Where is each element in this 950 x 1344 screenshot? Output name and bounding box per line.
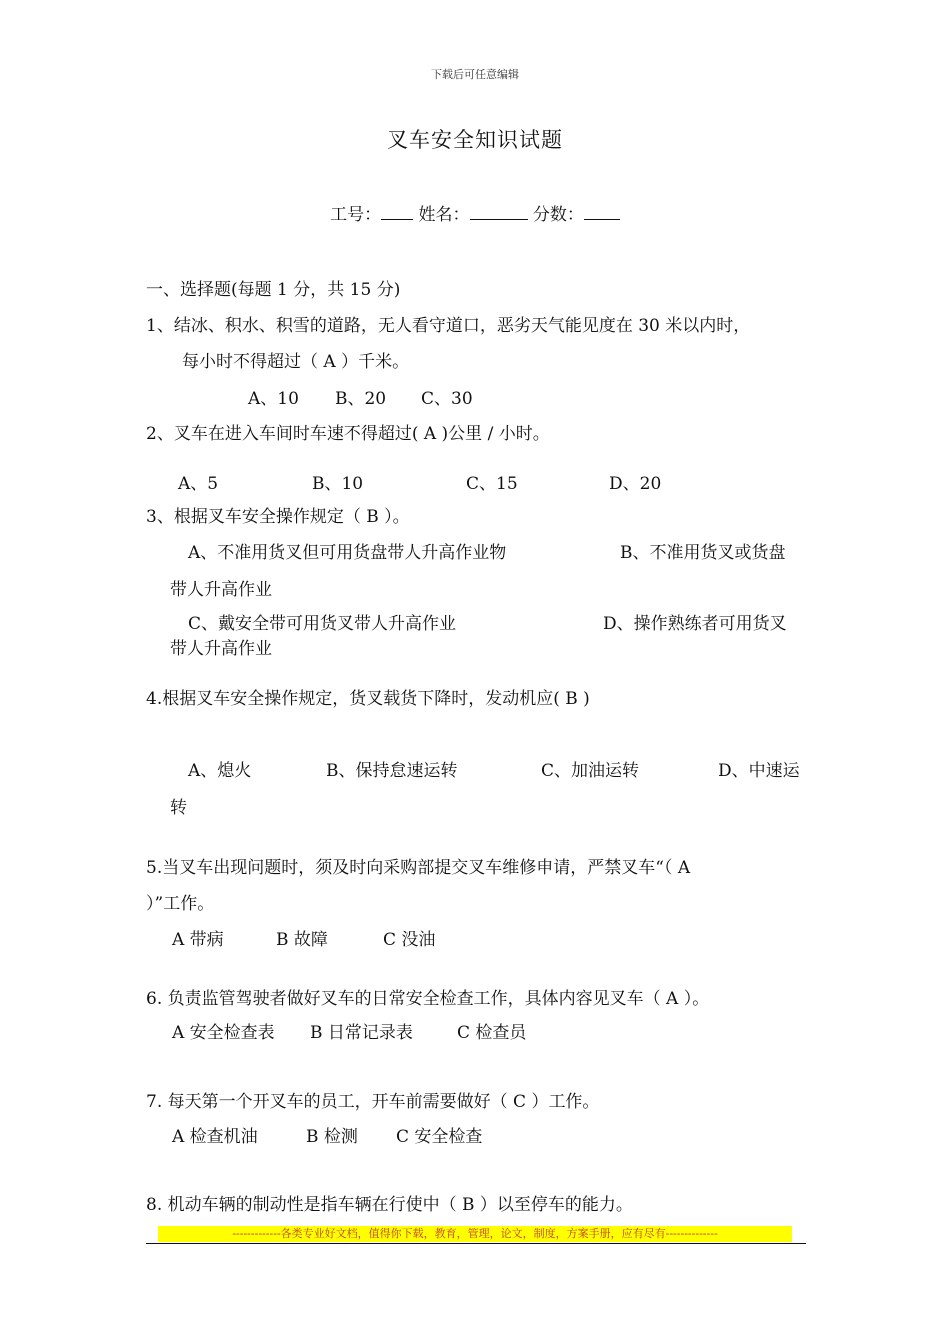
footer-banner: -------------各类专业好文档，值得你下载，教育，管理，论文，制度，方案手册，应有尽有--------------: [158, 1226, 792, 1242]
question-3-option-b-cont: 带人升高作业: [170, 580, 272, 600]
document-title: 叉车安全知识试题: [387, 128, 563, 152]
header-note: 下载后可任意编辑: [431, 68, 519, 81]
question-6-option-b: B 日常记录表: [310, 1023, 413, 1043]
question-5-line2: ）”工作。: [146, 894, 215, 914]
question-6-line1: 6. 负责监管驾驶者做好叉车的日常安全检查工作，具体内容见叉车（ A ）。: [146, 989, 710, 1009]
question-7-line1: 7. 每天第一个开叉车的员工，开车前需要做好（ C ）工作。: [146, 1092, 600, 1112]
question-2-option-c: C、15: [466, 474, 518, 494]
question-2-option-b: B、10: [312, 474, 364, 494]
name-label: 姓名：: [418, 205, 470, 225]
question-5-line1: 5.当叉车出现问题时，须及时向采购部提交叉车维修申请，严禁叉车“（ A: [146, 858, 691, 878]
score-blank[interactable]: [584, 203, 620, 220]
section-heading: 一、选择题(每题 1 分，共 15 分): [146, 280, 401, 300]
info-row: [0, 200, 950, 225]
question-4-option-c: C、加油运转: [541, 761, 640, 781]
question-4-line1: 4.根据叉车安全操作规定，货叉载货下降时，发动机应( B ): [146, 689, 590, 709]
question-5-option-c: C 没油: [383, 930, 436, 950]
question-5-option-a: A 带病: [172, 930, 224, 950]
question-3-option-c: C、戴安全带可用货叉带人升高作业: [188, 614, 457, 634]
question-1-option-c: C、30: [421, 389, 473, 409]
question-3-option-d-cont: 带人升高作业: [170, 639, 272, 659]
question-6-option-c: C 检查员: [457, 1023, 527, 1043]
question-1-option-b: B、20: [335, 389, 387, 409]
question-3-option-b: B、不准用货叉或货盘: [620, 543, 786, 563]
question-5-option-b: B 故障: [276, 930, 328, 950]
question-4-option-b: B、保持怠速运转: [326, 761, 458, 781]
id-blank[interactable]: [381, 203, 413, 220]
question-4-option-a: A、熄火: [188, 761, 252, 781]
question-4-option-d: D、中速运: [718, 761, 800, 781]
question-3-option-d: D、操作熟练者可用货叉: [603, 614, 787, 634]
question-7-option-b: B 检测: [306, 1127, 358, 1147]
question-8-line1: 8. 机动车辆的制动性是指车辆在行使中（ B ）以至停车的能力。: [146, 1195, 633, 1215]
footer-rule: [146, 1243, 806, 1244]
question-1-option-a: A、10: [248, 389, 299, 409]
question-2-line1: 2、叉车在进入车间时车速不得超过( A )公里 / 小时。: [146, 424, 550, 444]
question-3-line1: 3、根据叉车安全操作规定（ B ）。: [146, 507, 410, 527]
question-3-option-a: A、不准用货叉但可用货盘带人升高作业物: [188, 543, 507, 563]
score-label: 分数：: [532, 205, 584, 225]
question-7-option-c: C 安全检查: [396, 1127, 483, 1147]
question-6-option-a: A 安全检查表: [172, 1023, 275, 1043]
question-4-option-d-cont: 转: [170, 798, 187, 818]
question-1-line1: 1、结冰、积水、积雪的道路，无人看守道口，恶劣天气能见度在 30 米以内时，: [146, 316, 751, 336]
question-1-line2: 每小时不得超过（ A ）千米。: [182, 352, 410, 372]
question-2-option-d: D、20: [609, 474, 662, 494]
question-2-option-a: A、5: [178, 474, 219, 494]
name-blank[interactable]: [470, 203, 528, 220]
question-7-option-a: A 检查机油: [172, 1127, 258, 1147]
id-label: 工号：: [330, 205, 382, 225]
